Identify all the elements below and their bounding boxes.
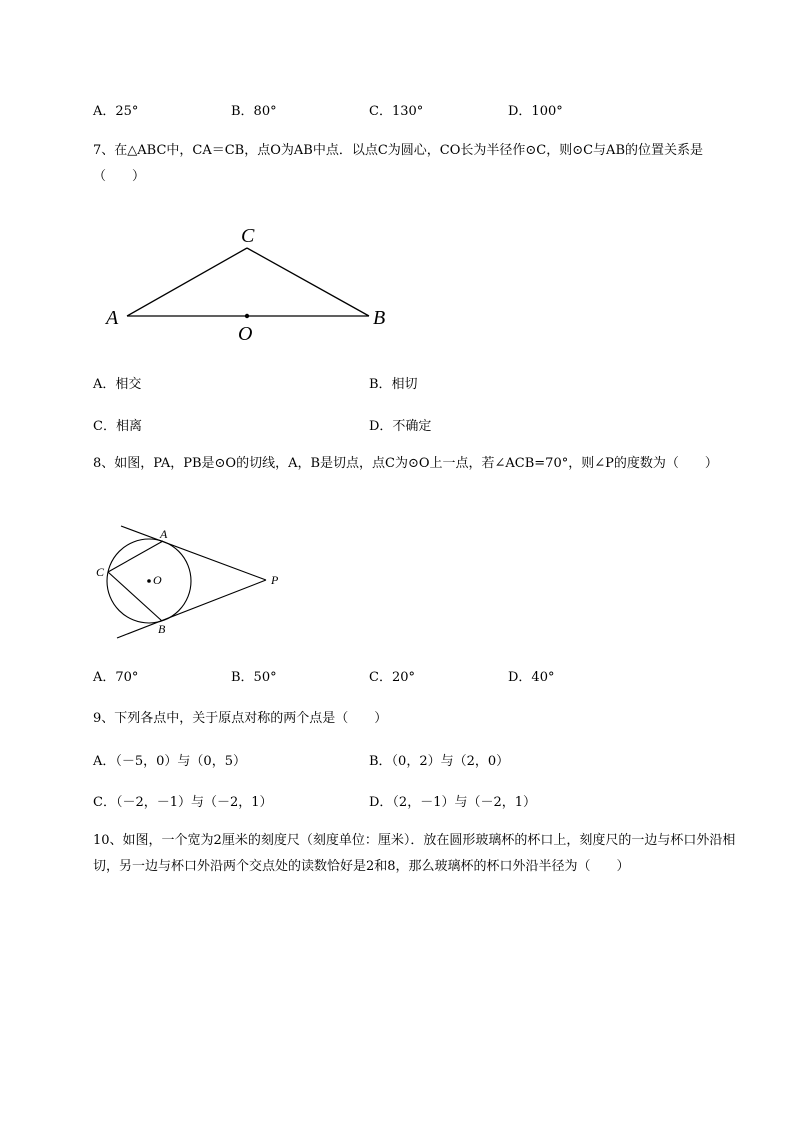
- q10-text: 10、如图，一个宽为2厘米的刻度尺（刻度单位：厘米）．放在圆形玻璃杯的杯口上，刻度尺的一边与杯口外沿相切，另一边与杯口外沿两个交点处的读数恰好是2和8，那么玻璃杯的杯口外沿半径为（ ）: [93, 833, 736, 874]
- label-b: B: [158, 622, 166, 636]
- line-ac: [127, 248, 247, 316]
- q8-option-d: D．40°: [508, 670, 555, 685]
- label-c: C: [241, 225, 255, 247]
- q6-option-d: D．100°: [508, 104, 563, 119]
- tangent-line-pb: [117, 580, 266, 638]
- label-b: B: [373, 307, 386, 329]
- label-a: A: [106, 307, 119, 329]
- label-p: P: [271, 573, 279, 587]
- q6-option-b: B．80°: [231, 104, 277, 119]
- q7-option-b: B．相切: [369, 377, 418, 392]
- label-c: C: [96, 565, 105, 579]
- line-cb: [247, 248, 369, 316]
- q9-option-d: D．（2，－1）与（－2，1）: [369, 795, 537, 810]
- q7-text: 7、在△ABC中，CA＝CB，点O为AB中点．以点C为圆心，CO长为半径作⊙C，则⊙C与AB的位置关系是（ ）: [93, 143, 704, 184]
- label-o: O: [238, 323, 253, 345]
- q9-option-c: C．（－2，－1）与（－2，1）: [93, 795, 273, 810]
- q8-text: 8、如图，PA，PB是⊙O的切线，A，B是切点，点C为⊙O上一点，若∠ACB=70°，则∠P的度数为（ ）: [93, 456, 718, 471]
- label-a: A: [160, 527, 168, 541]
- q9-option-b: B．（0，2）与（2，0）: [369, 754, 510, 769]
- q6-option-c: C．130°: [369, 104, 424, 119]
- q7-triangle-figure: [100, 220, 400, 350]
- q7-option-d: D．不确定: [369, 419, 432, 434]
- chord-ca: [108, 541, 163, 572]
- q8-option-a: A．70°: [93, 670, 139, 685]
- q9-option-a: A．（－5，0）与（0，5）: [93, 754, 246, 769]
- label-o: O: [153, 573, 162, 587]
- q7-option-a: A．相交: [93, 377, 142, 392]
- q8-option-c: C．20°: [369, 670, 415, 685]
- q8-option-b: B．50°: [231, 670, 277, 685]
- q9-text: 9、下列各点中，关于原点对称的两个点是（ ）: [93, 711, 388, 726]
- q7-option-c: C．相离: [93, 419, 142, 434]
- point-o: [245, 314, 249, 318]
- center-o: [147, 579, 151, 583]
- q6-option-a: A．25°: [93, 104, 139, 119]
- q8-tangent-figure: [90, 520, 290, 645]
